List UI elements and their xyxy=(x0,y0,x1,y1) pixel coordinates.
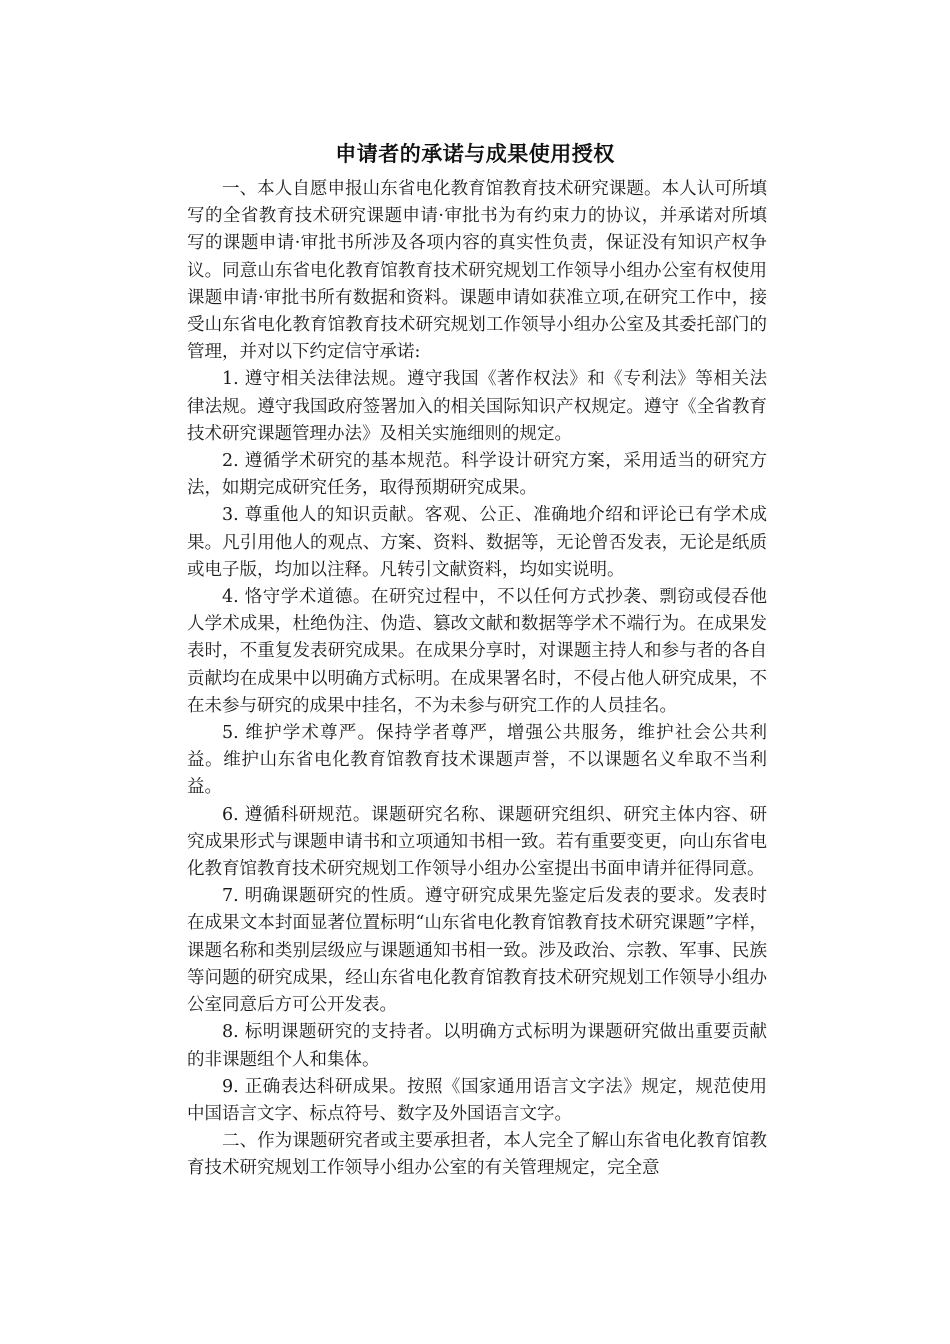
paragraph-intro: 一、本人自愿申报山东省电化教育馆教育技术研究课题。本人认可所填写的全省教育技术研究课题申请·审批书为有约束力的协议，并承诺对所填写的课题申请·审批书所涉及各项内容的真实性负责，保证没有知识产权争议。同意山东省电化教育馆教育技术研究规划工作领导小组办公室有权使用课题申请·审批书所有数据和资料。课题申请如获准立项,在研究工作中，接受山东省电化教育馆教育技术研究规划工作领导小组办公室及其委托部门的管理，并对以下约定信守承诺: xyxy=(187,179,767,363)
paragraph-item-8: 8. 标明课题研究的支持者。以明确方式标明为课题研究做出重要贡献的非课题组个人和集体。 xyxy=(187,1022,767,1070)
paragraph-item-4: 4. 恪守学术道德。在研究过程中，不以任何方式抄袭、剽窃或侵吞他人学术成果，杜绝伪注、伪造、篡改文献和数据等学术不端行为。在成果发表时，不重复发表研究成果。在成果分享时，对课题主持人和参与者的各自贡献均在成果中以明确方式标明。在成果署名时，不侵占他人研究成果，不在未参与研究的成果中挂名，不为未参与研究工作的人员挂名。 xyxy=(187,587,767,716)
paragraph-item-6: 6. 遵循科研规范。课题研究名称、课题研究组织、研究主体内容、研究成果形式与课题申请书和立项通知书相一致。若有重要变更，向山东省电化教育馆教育技术研究规划工作领导小组办公室提出书面申请并征得同意。 xyxy=(187,804,767,880)
paragraph-item-2: 2. 遵循学术研究的基本规范。科学设计研究方案，采用适当的研究方法，如期完成研究任务，取得预期研究成果。 xyxy=(187,451,767,499)
paragraph-item-1: 1. 遵守相关法律法规。遵守我国《著作权法》和《专利法》等相关法律法规。遵守我国政府签署加入的相关国际知识产权规定。遵守《全省教育技术研究课题管理办法》及相关实施细则的规定。 xyxy=(187,369,767,444)
paragraph-item-5: 5. 维护学术尊严。保持学者尊严，增强公共服务，维护社会公共利益。维护山东省电化教育馆教育技术课题声誉，不以课题名义牟取不当利益。 xyxy=(187,723,767,798)
paragraph-item-9: 9. 正确表达科研成果。按照《国家通用语言文字法》规定，规范使用中国语言文字、标点符号、数字及外国语言文字。 xyxy=(187,1076,767,1124)
paragraph-section-two: 二、作为课题研究者或主要承担者，本人完全了解山东省电化教育馆教育技术研究规划工作领导小组办公室的有关管理规定，完全意 xyxy=(187,1131,767,1179)
document-title: 申请者的承诺与成果使用授权 xyxy=(335,142,615,166)
document-body xyxy=(187,176,767,1183)
paragraph-item-7: 7. 明确课题研究的性质。遵守研究成果先鉴定后发表的要求。发表时在成果文本封面显著位置标明“山东省电化教育馆教育技术研究课题”字样，课题名称和类别层级应与课题通知书相一致。涉及政治、宗教、军事、民族等问题的研究成果，经山东省电化教育馆教育技术研究规划工作领导小组办公室同意后方可公开发表。 xyxy=(187,886,767,1016)
paragraph-item-3: 3. 尊重他人的知识贡献。客观、公正、准确地介绍和评论已有学术成果。凡引用他人的观点、方案、资料、数据等，无论曾否发表，无论是纸质或电子版，均加以注释。凡转引文献资料，均如实说明。 xyxy=(187,505,767,580)
